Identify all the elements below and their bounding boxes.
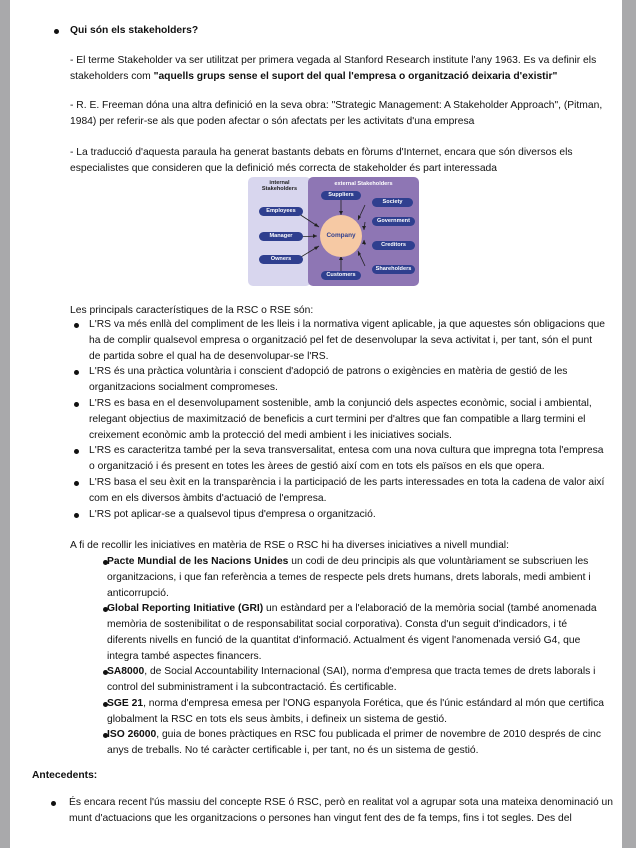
company-label: Company	[326, 232, 356, 239]
list-item-line: creixement econòmic amb la protecció del medi ambient i les iniciatives socials.	[89, 430, 452, 441]
pill-society: Society	[372, 198, 413, 207]
list-item-line: L'RS és una pràctica voluntària i conscient d'adopció de patrons o exigències en matèria de gestió de les	[89, 366, 568, 377]
document-page	[10, 0, 622, 848]
section-heading-antecedents: Antecedents:	[32, 770, 98, 781]
section-heading-stakeholders: Qui són els stakeholders?	[70, 25, 199, 36]
initiative-name: Global Reporting Initiative (GRI)	[107, 603, 264, 614]
bullet	[51, 801, 56, 806]
paragraph-line: - R. E. Freeman dóna una altra definició en la seva obra: "Strategic Management: A Stakeholder Approach", (Pitman,	[70, 100, 603, 111]
list-item-line: L'RS es caracteritza també per la seva transversalitat, entesa com una nova cultura que impregna tota l'empresa	[89, 445, 604, 456]
pill-creditors: Creditors	[372, 241, 415, 250]
list-item-line: integra també aspectes financers.	[107, 651, 262, 662]
pill-government: Government	[372, 217, 415, 226]
list-item-line: com en els diversos àmbits d'actuació de l'empresa.	[89, 493, 327, 504]
initiative-name: SGE 21	[107, 698, 144, 709]
list-item-line	[107, 696, 604, 712]
paragraph-text: stakeholders com	[70, 71, 154, 82]
list-item-line: control del subministrament i la subcontractació. És certificable.	[107, 682, 397, 693]
list-item-line	[107, 727, 601, 743]
list-item-line	[107, 554, 588, 570]
internal-label: internal	[269, 180, 290, 186]
paragraph-line: especialistes que consideren que la definició més correcta de stakeholder és part interessada	[70, 163, 497, 174]
external-label: external Stakeholders	[334, 181, 393, 187]
internal-label: Stakeholders	[261, 186, 298, 192]
initiative-name: Pacte Mundial de les Nacions Unides	[107, 556, 289, 567]
paragraph-line: 1984) per referir-se als que poden afectar o són afectats per les activitats d'una empresa	[70, 116, 475, 127]
list-item-line: de partida sobre el qual ha de desenvolupar-se l'RS.	[89, 351, 329, 362]
paragraph-line: És encara recent l'ús massiu del concepte RSE ó RSC, però en realitat vol a agrupar sota una mateixa denominació un	[69, 797, 613, 808]
pill-suppliers: Suppliers	[321, 191, 361, 200]
list-item-line: relegant objectius de maximització de beneficis a curt termini per d'altres que fan compatible a llarg termini el	[89, 414, 586, 425]
pill-shareholders: Shareholders	[372, 265, 415, 274]
list-item-line: L'RS va més enllà del compliment de les lleis i la normativa vigent aplicable, ja que aquestes són obligacions que	[89, 319, 605, 330]
list-item-line: L'RS es basa en el desenvolupament sostenible, amb la conjunció dels aspectes econòmic, social i ambiental,	[89, 398, 592, 409]
list-item-line: L'RS basa el seu èxit en la transparència i la participació de les parts interessades en tota la cadena de valor així	[89, 477, 605, 488]
initiative-text: , norma d'empresa emesa per l'ONG espanyola Forética, que és l'únic estándard al món que certifica	[143, 698, 604, 709]
paragraph-line	[70, 69, 557, 85]
list-item-line: L'RS pot aplicar-se a qualsevol tipus d'empresa o organització.	[89, 509, 376, 520]
bullet	[74, 402, 79, 407]
list-item-line: globalment la RSC en tots els seus àmbits, i defineix un sistema de gestió.	[107, 714, 447, 725]
list-item-line: memòria de sostenibilitat o de responsabilitat social corporativa). Consta d'un seguit d'indicadors, i té	[107, 619, 568, 630]
list-item-line: organitzacions, i que fan referència a temes de respecte pels drets humans, drets laborals, medi ambient i	[107, 572, 591, 583]
initiative-name: ISO 26000	[107, 729, 157, 740]
paragraph-line: munt d'actuacions que les organitzacions o persones han vingut fent des de fa temps, fins i tot segles. Des del	[69, 813, 572, 824]
pill-employees: Employees	[259, 207, 303, 216]
initiative-text: , de Social Accountability Internacional (SAI), norma d'empresa que tracta temes de drets laborals i	[144, 666, 596, 677]
pill-manager: Manager	[259, 232, 303, 241]
initiative-text: un codi de deu principis als que voluntàriament se subscriuen les	[288, 556, 589, 567]
list-item-line: organitzacions socialment compromeses.	[89, 382, 278, 393]
list-item-line: ha de complir qualsevol empresa o organització pel fet de desenvolupar la seva activitat i, per tant, són el punt	[89, 335, 593, 346]
list-item-line: o organització i és present en totes les àrees de gestió així com en tots els països en els que opera.	[89, 461, 545, 472]
initiative-text: un estàndard per a l'elaboració de la memòria social (també anomenada	[263, 603, 597, 614]
paragraph-line: - La traducció d'aquesta paraula ha generat bastants debats en fòrums d'Internet, encara que són diversos els	[70, 147, 573, 158]
paragraph-line: - El terme Stakeholder va ser utilitzat per primera vegada al Stanford Research institute l'any 1963. Es va definir els	[70, 55, 597, 66]
list-item-line: diferents nivells en funció de la quantitat d'informació. Actualment és vigent l'anomenada versió G4, que	[107, 635, 581, 646]
bullet	[74, 370, 79, 375]
bullet	[54, 29, 59, 34]
pill-customers: Customers	[321, 271, 361, 280]
stakeholder-diagram	[248, 177, 419, 286]
list-intro: Les principals característiques de la RSC o RSE són:	[70, 305, 314, 316]
bullet	[74, 513, 79, 518]
bold-quote: "aquells grups sense el suport del qual l'empresa o organització deixaria d'existir"	[153, 71, 558, 82]
list-intro: A fi de recollir les iniciatives en matèria de RSE o RSC hi ha diverses iniciatives a nivell mundial:	[70, 540, 509, 551]
bullet	[74, 449, 79, 454]
list-item-line	[107, 664, 595, 680]
list-item-line: anticorrupció.	[107, 588, 169, 599]
list-item-line: anys de treballs. No té caràcter certificable i, per tant, no és un sistema de gestió.	[107, 745, 479, 756]
bullet	[74, 323, 79, 328]
bullet	[74, 481, 79, 486]
initiative-name: SA8000	[107, 666, 145, 677]
list-item-line	[107, 601, 597, 617]
pill-owners: Owners	[259, 255, 303, 264]
initiative-text: , guia de bones pràctiques en RSC fou publicada el primer de novembre de 2010 després de cinc	[156, 729, 601, 740]
